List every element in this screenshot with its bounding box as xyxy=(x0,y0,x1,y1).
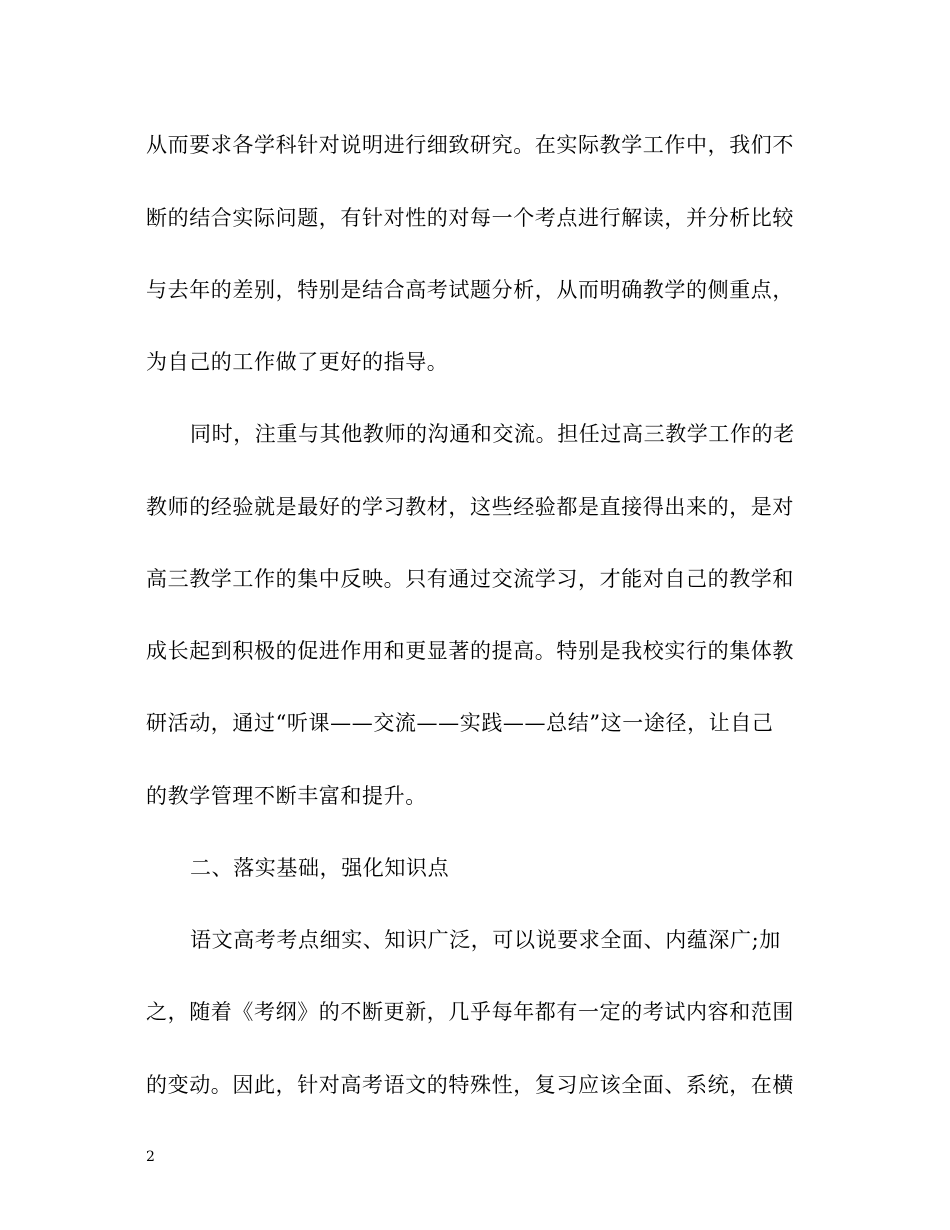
section-heading: 二、落实基础，强化知识点 xyxy=(190,856,450,880)
text-line: 从而要求各学科针对说明进行细致研究。在实际教学工作中，我们不 xyxy=(146,133,794,157)
text-line: 成长起到积极的促进作用和更显著的提高。特别是我校实行的集体教 xyxy=(146,639,794,663)
paragraph-first-line: 语文高考考点细实、知识广泛，可以说要求全面、内蕴深广;加 xyxy=(190,928,781,952)
text-line: 高三教学工作的集中反映。只有通过交流学习，才能对自己的教学和 xyxy=(146,567,794,591)
paragraph-first-line: 同时，注重与其他教师的沟通和交流。担任过高三教学工作的老 xyxy=(190,422,795,446)
page-number: 2 xyxy=(146,1149,155,1165)
text-line: 为自己的工作做了更好的指导。 xyxy=(146,350,449,374)
text-line: 的变动。因此，针对高考语文的特殊性，复习应该全面、系统，在横 xyxy=(146,1073,794,1097)
text-line: 研活动，通过“听课——交流——实践——总结”这一途径，让自己 xyxy=(146,711,774,735)
text-line: 的教学管理不断丰富和提升。 xyxy=(146,784,427,808)
text-line: 断的结合实际问题，有针对性的对每一个考点进行解读，并分析比较 xyxy=(146,206,794,230)
text-line: 之，随着《考纲》的不断更新，几乎每年都有一定的考试内容和范围 xyxy=(146,1000,794,1024)
text-line: 教师的经验就是最好的学习教材，这些经验都是直接得出来的，是对 xyxy=(146,495,794,519)
text-line: 与去年的差别，特别是结合高考试题分析，从而明确教学的侧重点， xyxy=(146,278,794,302)
